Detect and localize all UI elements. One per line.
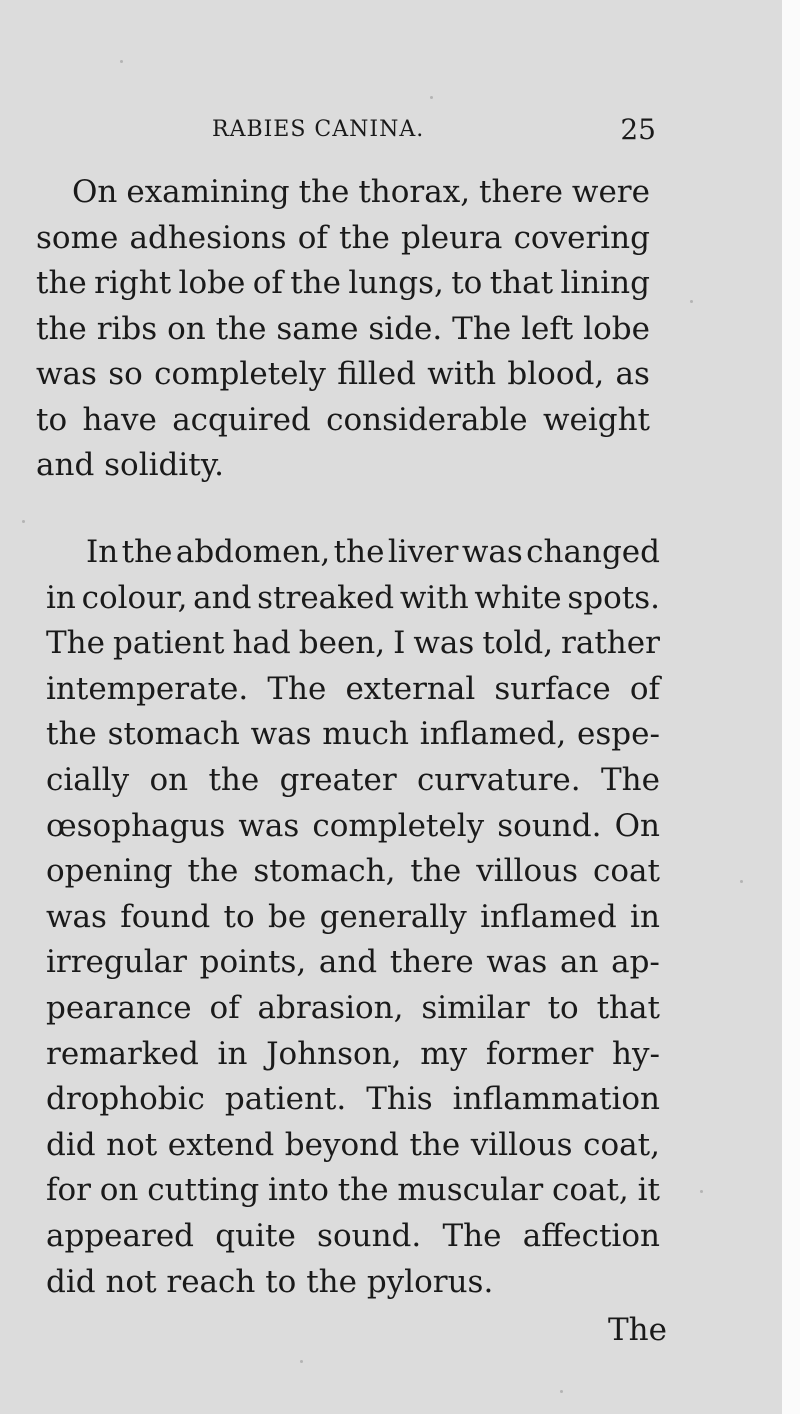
text-line: pearance of abrasion, similar to that [46,990,660,1026]
running-head [0,112,660,148]
running-title: RABIES CANINA. [212,117,425,142]
text-line: did not extend beyond the villous coat, [46,1126,660,1163]
page-edge [782,0,800,1414]
text-line: drophobic patient. This inflammation [46,1081,660,1118]
text-line: On examining the thorax, there were [72,174,650,210]
text-line: to have acquired considerable weight [36,401,650,438]
catchword: The [608,1312,667,1348]
text-line: and solidity. [36,447,225,483]
text-line: some adhesions of the pleura covering [36,219,650,256]
page-number: 25 [620,113,656,146]
text-line: remarked in Johnson, my former hy- [46,1035,660,1072]
text-line: appeared quite sound. The affection [46,1218,660,1254]
text-line: was so completely filled with blood, as [36,356,650,392]
text-line: the right lobe of the lungs, to that lining [36,265,650,301]
text-line: cially on the greater curvature. The [46,762,660,798]
text-line: In the abdomen, the liver was changed [86,534,660,570]
text-line: the stomach was much inflamed, espe- [46,716,660,753]
text-line: for on cutting into the muscular coat, it [46,1172,660,1209]
text-line: œsophagus was completely sound. On [46,807,660,844]
text-line: opening the stomach, the villous coat [46,853,660,890]
text-line: did not reach to the pylorus. [46,1263,494,1300]
text-line: intemperate. The external surface of [46,670,660,707]
text-line: The patient had been, I was told, rather [46,625,660,662]
text-line: was found to be generally inflamed in [46,898,660,935]
text-line: irregular points, and there was an ap- [46,944,660,981]
text-line: in colour, and streaked with white spots. [46,579,660,616]
text-line: the ribs on the same side. The left lobe [36,310,650,347]
